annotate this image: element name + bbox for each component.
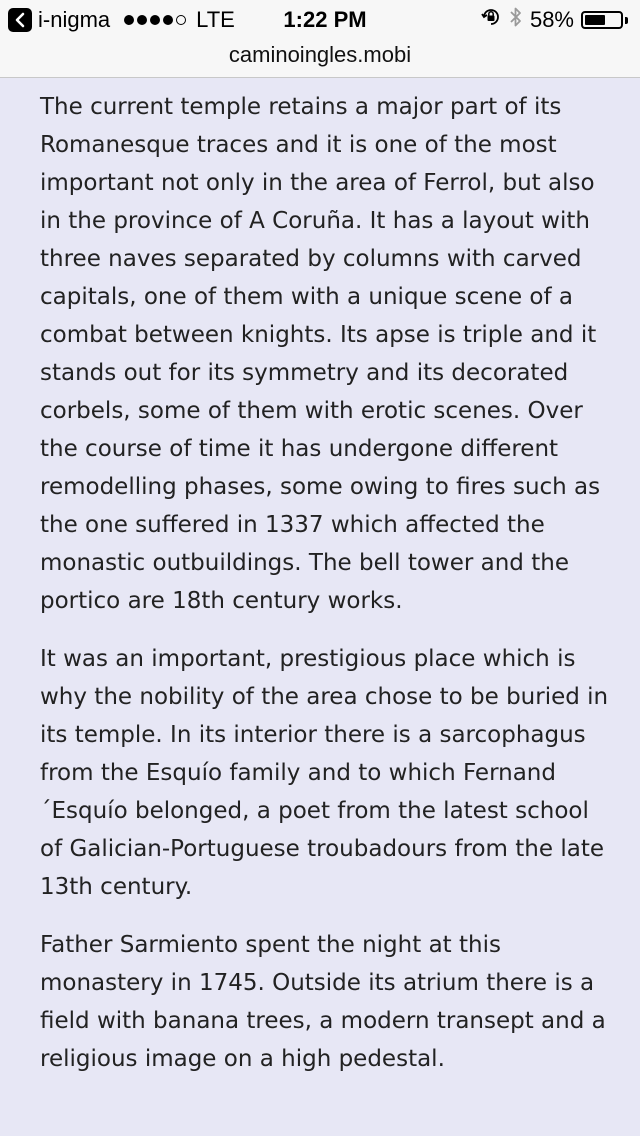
paragraph-3: Father Sarmiento spent the night at this monastery in 1745. Outside its atrium there is a field with banana trees, a modern transept and a religious image on a high pedestal. — [40, 932, 606, 1072]
status-time: 1:22 PM — [283, 7, 367, 32]
battery-fill — [585, 15, 605, 25]
paragraph-1: The current temple retains a major part of its Romanesque traces and it is one of the most important not only in the area of Ferrol, but also in the province of A Coruña. It has a layout with three naves separated by columns with carved capitals, one of them with a unique scene of a combat between knights. Its apse is triple and it stands out for its symmetry and its decorated corbels, some of them with erotic scenes. Over the course of time it has undergone different remodelling phases, some owing to fires such as the one suffered in 1337 which affected the monastic outbuildings. The bell tower and the portico are 18th century works. — [40, 94, 601, 614]
battery-tip — [625, 17, 628, 24]
orientation-lock-icon — [480, 6, 502, 34]
paragraph-2: It was an important, prestigious place which is why the nobility of the area chose to be buried in its temple. In its interior there is a sarcophagus from the Esquío family and to which Fernand´Esquío belonged, a poet from the latest school of Galician-Portuguese troubadours from the late 13th century. — [40, 646, 609, 900]
article-body — [40, 88, 610, 1098]
bluetooth-icon — [509, 5, 523, 35]
back-app-label[interactable]: i-nigma — [38, 7, 111, 32]
status-bar — [0, 0, 640, 40]
carrier-label: LTE — [196, 7, 235, 32]
battery-icon — [581, 11, 623, 29]
status-right — [480, 7, 628, 33]
url-bar[interactable]: caminoingles.mobi — [228, 42, 412, 67]
browser-bar — [0, 0, 640, 78]
battery-percent: 58% — [529, 7, 574, 32]
